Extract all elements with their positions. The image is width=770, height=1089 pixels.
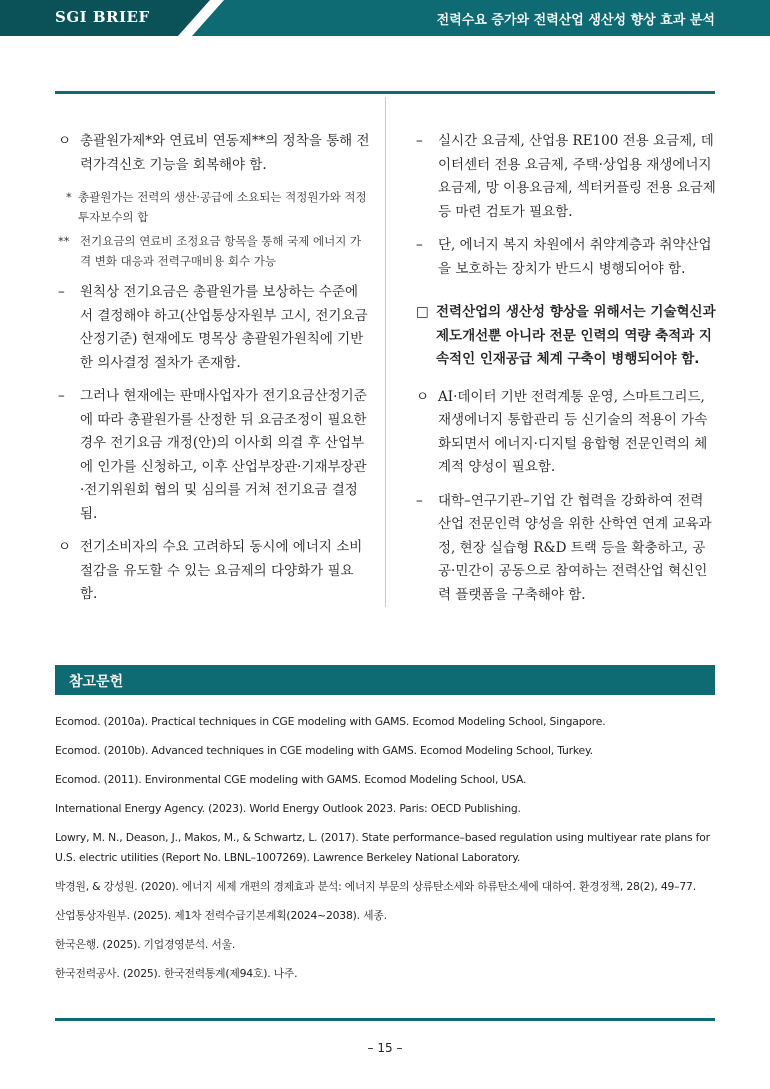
right-item-3-text: 전력산업의 생산성 향상을 위해서는 기술혁신과 제도개선뿐 아니라 전문 인력의 역량 축적과 지속적인 인재공급 체계 구축이 병행되어야 함. bbox=[436, 304, 716, 367]
left-item-2 bbox=[58, 281, 370, 375]
right-item-2-text: 단, 에너지 복지 차원에서 취약계층과 취약산업을 보호하는 장치가 반드시 병행되어야 함. bbox=[438, 237, 712, 277]
footnote-2 bbox=[58, 231, 370, 271]
reference-item: 박경원, & 강성원. (2020). 에너지 세제 개편의 경제효과 분석: 에너지 부문의 상류탄소세와 하류탄소세에 대하여. 환경정책, 28(2), 49–77. bbox=[55, 880, 696, 893]
reference-item: International Energy Agency. (2023). World Energy Outlook 2023. Paris: OECD Publishing. bbox=[55, 802, 521, 815]
right-item-5 bbox=[416, 490, 716, 608]
page-header bbox=[0, 0, 770, 36]
left-item-4-text: 전기소비자의 수요 고려하되 동시에 에너지 소비 절감을 유도할 수 있는 요금제의 다양화가 필요함. bbox=[80, 539, 363, 602]
left-item-1 bbox=[58, 130, 370, 177]
footnote-1 bbox=[58, 187, 370, 227]
right-item-3 bbox=[416, 301, 716, 372]
header-title: 전력수요 증가와 전력산업 생산성 향상 효과 분석 bbox=[436, 13, 715, 28]
reference-item: Ecomod. (2011). Environmental CGE modeling with GAMS. Ecomod Modeling School, USA. bbox=[55, 773, 527, 786]
reference-item: 산업통상자원부. (2025). 제1차 전력수급기본계획(2024~2038). 세종. bbox=[55, 909, 387, 922]
right-item-2 bbox=[416, 234, 716, 281]
footnote-1-text: 총괄원가는 전력의 생산·공급에 소요되는 적정원가와 적정투자보수의 합 bbox=[78, 190, 367, 224]
dash-bullet: – bbox=[416, 133, 423, 149]
reference-item: 한국전력공사. (2025). 한국전력통계(제94호). 나주. bbox=[55, 967, 298, 980]
left-item-3-text: 그러나 현재에는 판매사업자가 전기요금산정기준에 따라 총괄원가를 산정한 뒤 요금조정이 필요한 경우 전기요금 개정(안)의 이사회 의결 후 산업부에 인가를 신청하고, 이후 산업부장관·기재부장관·전기위원회 협의 및 심의를 거쳐 전기요금 결정됨. bbox=[80, 388, 367, 522]
left-item-4 bbox=[58, 536, 370, 607]
right-item-4-text: AI·데이터 기반 전력계통 운영, 스마트그리드, 재생에너지 통합관리 등 신기술의 적용이 가속화되면서 에너지·디지털 융합형 전문인력의 체계적 양성이 필요함. bbox=[438, 388, 708, 475]
circle-bullet: ㅇ bbox=[58, 539, 72, 555]
right-item-4 bbox=[416, 386, 716, 480]
right-column bbox=[416, 130, 716, 617]
square-bullet: □ bbox=[416, 304, 429, 320]
brand-label: SGI BRIEF bbox=[55, 8, 150, 26]
references-list bbox=[55, 712, 717, 993]
reference-item: Lowry, M. N., Deason, J., Makos, M., & Schwartz, L. (2017). State performance–based regulation using multiyear rate plans for U.S. electric utilities (Report No. LBNL–1007269). Lawrence Berkeley National Laboratory. bbox=[55, 831, 710, 864]
page-number: – 15 – bbox=[367, 1041, 403, 1055]
dash-bullet: – bbox=[416, 492, 423, 509]
references-header-bar bbox=[55, 665, 715, 695]
left-item-1-text: 총괄원가제*와 연료비 연동제**의 정착을 통해 전력가격신호 기능을 회복해야 함. bbox=[80, 133, 370, 173]
dash-bullet: – bbox=[416, 237, 423, 253]
left-column bbox=[58, 130, 370, 617]
bottom-divider bbox=[55, 1018, 715, 1021]
circle-bullet: ㅇ bbox=[416, 388, 430, 405]
dash-bullet: – bbox=[58, 284, 65, 300]
reference-item: Ecomod. (2010b). Advanced techniques in CGE modeling with GAMS. Ecomod Modeling School, Turkey. bbox=[55, 744, 593, 757]
asterisk-marker: * bbox=[66, 190, 72, 204]
circle-bullet: ㅇ bbox=[58, 133, 72, 149]
top-divider bbox=[55, 91, 715, 94]
right-item-1-text: 실시간 요금제, 산업용 RE100 전용 요금제, 데이터센터 전용 요금제, 주택·상업용 재생에너지 요금제, 망 이용요금제, 섹터커플링 전용 요금제 등 마련 검토가 필요함. bbox=[438, 133, 716, 220]
references-title: 참고문헌 bbox=[69, 674, 124, 690]
left-item-3 bbox=[58, 385, 370, 526]
dash-bullet: – bbox=[58, 388, 65, 404]
right-item-5-text: 대학–연구기관–기업 간 협력을 강화하여 전력산업 전문인력 양성을 위한 산학연 연계 교육과정, 현장 실습형 R&D 트랙 등을 확충하고, 공공·민간이 공동으로 참여하는 전력산업 혁신인력 플랫폼을 구축해야 함. bbox=[438, 492, 712, 603]
reference-item: 한국은행. (2025). 기업경영분석. 서울. bbox=[55, 938, 236, 951]
right-item-1 bbox=[416, 130, 716, 224]
left-item-2-text: 원칙상 전기요금은 총괄원가를 보상하는 수준에서 결정해야 하고(산업통상자원부 고시, 전기요금산정기준) 현재에도 명목상 총괄원가원칙에 기반한 의사결정 절차가 존재함. bbox=[80, 284, 368, 371]
reference-item: Ecomod. (2010a). Practical techniques in CGE modeling with GAMS. Ecomod Modeling School, Singapore. bbox=[55, 715, 606, 728]
column-divider bbox=[385, 97, 386, 607]
double-asterisk-marker: ** bbox=[58, 234, 70, 248]
footnote-2-text: 전기요금의 연료비 조정요금 항목을 통해 국제 에너지 가격 변화 대응과 전력구매비용 회수 가능 bbox=[80, 234, 362, 268]
